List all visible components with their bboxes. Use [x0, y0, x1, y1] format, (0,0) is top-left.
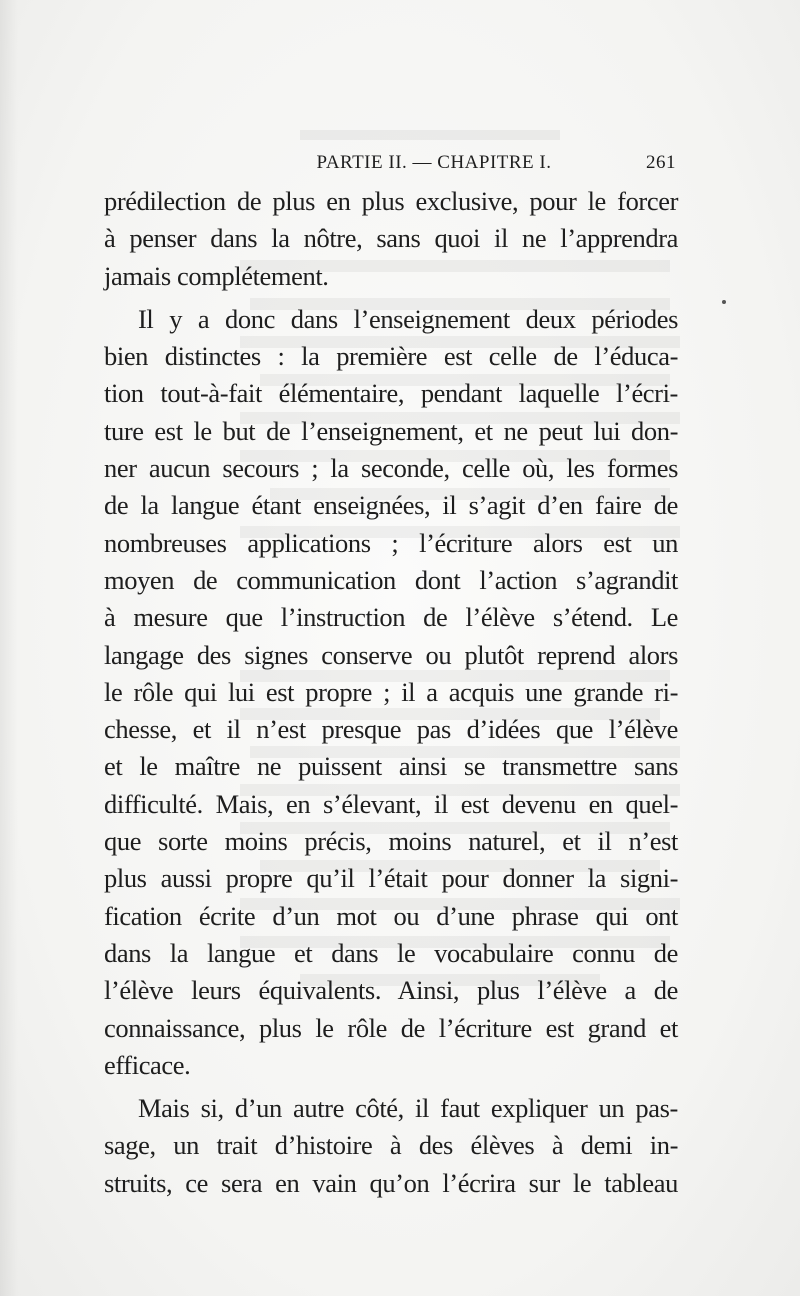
page-header	[104, 150, 680, 180]
text-line: dans la langue et dans le vocabulaire connu de	[104, 937, 678, 968]
running-head: PARTIE II. — CHAPITRE I.	[316, 152, 552, 173]
text-line: fication écrite d’un mot ou d’une phrase qui ont	[104, 900, 678, 931]
text-line: nombreuses applications ; l’écriture alors est un	[104, 527, 678, 558]
text-line: bien distinctes : la première est celle de l’éduca-	[104, 341, 678, 372]
text-line: le rôle qui lui est propre ; il a acquis une grande ri-	[104, 676, 678, 707]
text-line: Mais si, d’un autre côté, il faut expliquer un pas-	[138, 1093, 678, 1124]
paper-speck	[722, 300, 726, 304]
text-line: à penser dans la nôtre, sans quoi il ne l’apprendra	[104, 223, 678, 254]
body-text	[104, 183, 678, 1202]
text-line: à mesure que l’instruction de l’élève s’étend. Le	[104, 602, 678, 633]
text-line: ture est le but de l’enseignement, et ne peut lui don-	[104, 415, 678, 446]
text-line: que sorte moins précis, moins naturel, et il n’est	[104, 826, 678, 857]
text-line: sage, un trait d’histoire à des élèves à demi in-	[104, 1130, 678, 1161]
text-line: langage des signes conserve ou plutôt reprend alors	[104, 639, 678, 670]
page-number: 261	[646, 152, 676, 173]
text-line: chesse, et il n’est presque pas d’idées que l’élève	[104, 714, 678, 745]
text-line: efficace.	[104, 1049, 191, 1080]
text-line: de la langue étant enseignées, il s’agit d’en faire de	[104, 490, 678, 521]
text-line: prédilection de plus en plus exclusive, pour le forcer	[104, 186, 678, 216]
text-line: difficulté. Mais, en s’élevant, il est devenu en quel-	[104, 788, 678, 819]
text-line: Il y a donc dans l’enseignement deux périodes	[138, 303, 678, 334]
text-line: tion tout-à-fait élémentaire, pendant laquelle l’écri-	[104, 378, 678, 409]
text-line: connaissance, plus le rôle de l’écriture est grand et	[104, 1012, 678, 1043]
text-line: jamais complétement.	[104, 260, 329, 291]
text-line: l’élève leurs équivalents. Ainsi, plus l’élève a de	[104, 975, 678, 1006]
text-line: ner aucun secours ; la seconde, celle où, les formes	[104, 453, 678, 484]
text-line: plus aussi propre qu’il l’était pour donner la signi-	[104, 863, 678, 894]
page-edge-shadow	[0, 0, 18, 1296]
text-line: moyen de communication dont l’action s’agrandit	[104, 564, 678, 595]
text-line: struits, ce sera en vain qu’on l’écrira sur le tableau	[104, 1167, 678, 1198]
text-line: et le maître ne puissent ainsi se transmettre sans	[104, 751, 678, 782]
